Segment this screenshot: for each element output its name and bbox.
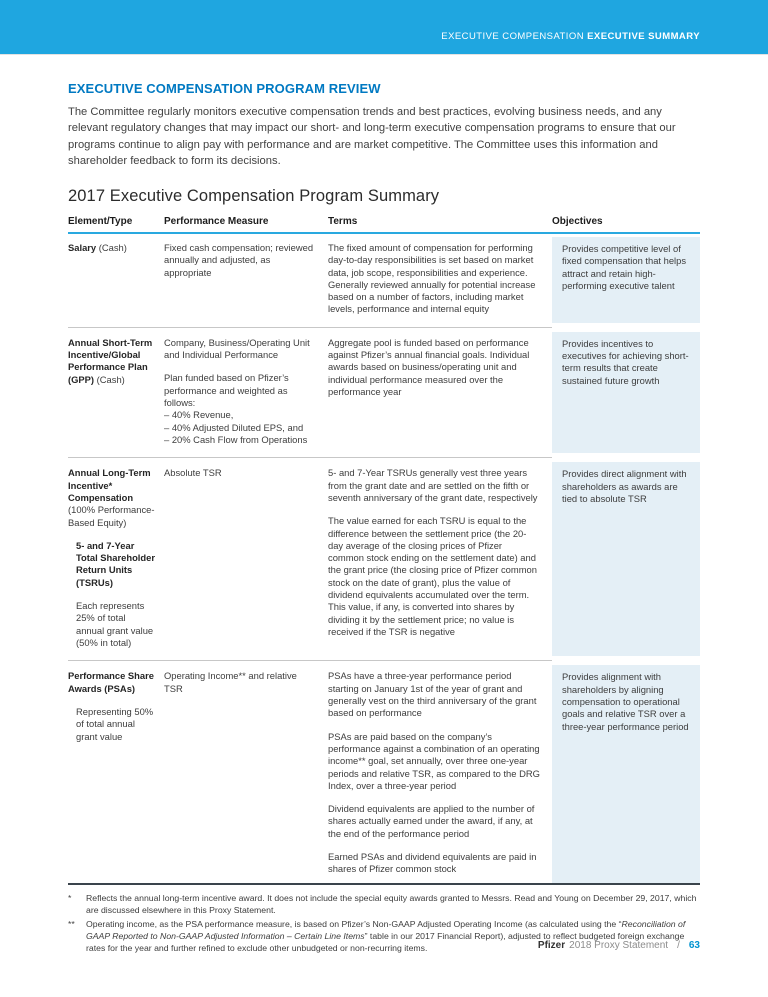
footer-brand: Pfizer (537, 940, 566, 951)
cell-performance-measure (164, 332, 328, 454)
cell-performance-measure (164, 237, 328, 323)
breadcrumb-section: EXECUTIVE COMPENSATION (441, 31, 588, 42)
terms-paragraph: The value earned for each TSRU is equal to the difference between the settlement price (the 20-day average of the closing prices of Pfizer common stock ending on the settlement date) and the grant price (the closing price of Pfizer common stock on the date of grant), plus the value of dividend equivalents accumulated over the term. This value, if any, is converted into shares by dividing it by the settlement price; no value is received if the TSR is negative (328, 515, 537, 638)
footer-page-number: 63 (688, 940, 700, 951)
element-name: Annual Short-Term Incentive/Global Performance Plan (GPP) (68, 336, 153, 385)
compensation-summary-table (68, 215, 700, 885)
measure-weighting-item: – 20% Cash Flow from Operations (164, 433, 308, 445)
footnote-marker: ** (68, 918, 75, 929)
footnote-text: Reflects the annual long-term incentive award. It does not include the special equity awards granted to Messrs. Read and Young on December 29, 2017, which are discussed elsewhere in this Proxy Statement. (86, 892, 697, 916)
cell-element-type (68, 237, 164, 323)
table-row-annual-long-term-incentive (68, 462, 700, 656)
table-row-salary (68, 237, 700, 323)
footnote-marker: * (68, 892, 72, 903)
footnote-single-asterisk (68, 892, 700, 917)
terms-paragraph: PSAs are paid based on the company’s performance against a combination of an operating income** goal, set annually, over three one-year periods and relative TSR, as compared to the DRG Index, over a three-year period (328, 730, 540, 791)
element-subtype-note: Representing 50% of total annual grant value (76, 705, 154, 742)
cell-objectives (552, 665, 700, 882)
measure-weighting-item: – 40% Revenue, (164, 409, 234, 421)
review-section-heading: EXECUTIVE COMPENSATION PROGRAM REVIEW (68, 81, 381, 96)
column-header-element-type: Element/Type (68, 215, 133, 227)
table-row-performance-share-awards (68, 665, 700, 882)
cell-element-type (68, 665, 164, 882)
terms-paragraph: Dividend equivalents are applied to the number of shares actually earned under the award, if any, at the end of the performance period (328, 803, 535, 839)
row-divider (68, 453, 700, 462)
summary-table-title: 2017 Executive Compensation Program Summary (68, 186, 440, 205)
cell-performance-measure (164, 462, 328, 656)
page-top-banner (0, 0, 768, 55)
row-divider (68, 656, 700, 665)
column-header-terms: Terms (328, 215, 358, 227)
row-divider (68, 323, 700, 332)
measure-weighting-item: – 40% Adjusted Diluted EPS, and (164, 421, 304, 433)
element-subtype-note: Each represents 25% of total annual grant value (50% in total) (76, 600, 154, 649)
cell-terms (328, 332, 552, 454)
table-body (68, 234, 700, 885)
footnote-text-post: ” table in our 2017 Financial Report), adjusted to reflect budgeted foreign exchange rates for the year and further refined to exclude other unbudgeted or non-recurring items. (86, 931, 685, 954)
measure-paragraph: Company, Business/Operating Unit and Individual Performance (164, 336, 310, 361)
footer-document-title: 2018 Proxy Statement (569, 940, 669, 951)
element-name: Salary (68, 241, 97, 253)
table-header-row (68, 215, 700, 234)
cell-objectives (552, 462, 700, 656)
row-divider-line (68, 457, 552, 458)
breadcrumb-subsection: EXECUTIVE SUMMARY (587, 31, 700, 42)
cell-element-type (68, 462, 164, 656)
element-type-note: (Cash) (94, 373, 125, 385)
cell-element-type (68, 332, 164, 454)
footnote-text-italic-title: Reconciliation of GAAP Reported to Non-GAAP Adjusted Information – Certain Line Items (86, 918, 686, 942)
measure-paragraph: Plan funded based on Pfizer’s performance and weighted as follows: (164, 372, 289, 409)
terms-paragraph: Earned PSAs and dividend equivalents are paid in shares of Pfizer common stock (328, 851, 537, 875)
cell-objectives (552, 332, 700, 454)
column-header-objectives: Objectives (552, 215, 603, 227)
page-content (0, 81, 768, 955)
cell-terms (328, 237, 552, 323)
footer-separator: / (677, 940, 680, 951)
measure-paragraph: Fixed cash compensation; reviewed annually and adjusted, as appropriate (164, 241, 314, 278)
terms-paragraph: 5- and 7-Year TSRUs generally vest three years from the grant date and are settled on the fifth or seventh anniversary of the grant date, respectively (328, 467, 538, 503)
element-subtype-name: 5- and 7-Year Total Shareholder Return Units (TSRUs) (76, 539, 156, 588)
element-type-note: (100% Performance-Based Equity) (68, 504, 155, 528)
measure-paragraph: Absolute TSR (164, 467, 222, 479)
footnote-text-pre: Operating income, as the PSA performance measure, is based on Pfizer’s Non-GAAP Adjusted Operating Income (as calculated using the “ (86, 918, 622, 929)
objective-text: Provides direct alignment with shareholders as awards are tied to absolute TSR (562, 468, 687, 504)
table-row-annual-short-term-incentive (68, 332, 700, 454)
row-divider-line (68, 327, 552, 328)
cell-performance-measure (164, 665, 328, 882)
terms-paragraph: The fixed amount of compensation for performing day-to-day responsibilities is set based on market data, job scope, responsibilities and experience. Generally reviewed annually for potential increase based on a number of factors, including market levels, performance and internal equity (328, 241, 536, 315)
cell-terms (328, 665, 552, 882)
page-footer (538, 940, 700, 951)
element-type-note: (Cash) (96, 241, 127, 253)
column-header-performance-measure: Performance Measure (164, 215, 269, 227)
terms-paragraph: PSAs have a three-year performance period starting on January 1st of the year of grant and generally vest on the third anniversary of the grant based on performance (328, 670, 537, 719)
breadcrumb (441, 31, 700, 42)
review-intro-paragraph: The Committee regularly monitors executive compensation trends and best practices, evolving business needs, and any relevant regulatory changes that may impact our short- and long-term executive compensation programs to ensure that our programs continue to align pay with performance and are market competitive. The Committee uses this information and shareholder feedback to form its decisions. (68, 106, 676, 168)
row-divider-line (68, 660, 552, 661)
cell-terms (328, 462, 552, 656)
objective-text: Provides incentives to executives for achieving short-term results that create sustained future growth (562, 337, 689, 386)
objective-text: Provides alignment with shareholders by aligning compensation to operational goals and relative TSR over a three-year performance period (562, 671, 689, 732)
objective-text: Provides competitive level of fixed compensation that helps attract and retain high-performing executive talent (562, 242, 687, 291)
cell-objectives (552, 237, 700, 323)
measure-weighting-list (164, 409, 316, 446)
element-name: Annual Long-Term Incentive* Compensation (68, 467, 151, 503)
terms-paragraph: Aggregate pool is funded based on performance against Pfizer’s annual financial goals. Individual awards based on business/operating unit and individual performance measured over the performance year (328, 336, 530, 398)
element-name: Performance Share Awards (PSAs) (68, 670, 154, 694)
measure-paragraph: Operating Income** and relative TSR (164, 670, 297, 694)
